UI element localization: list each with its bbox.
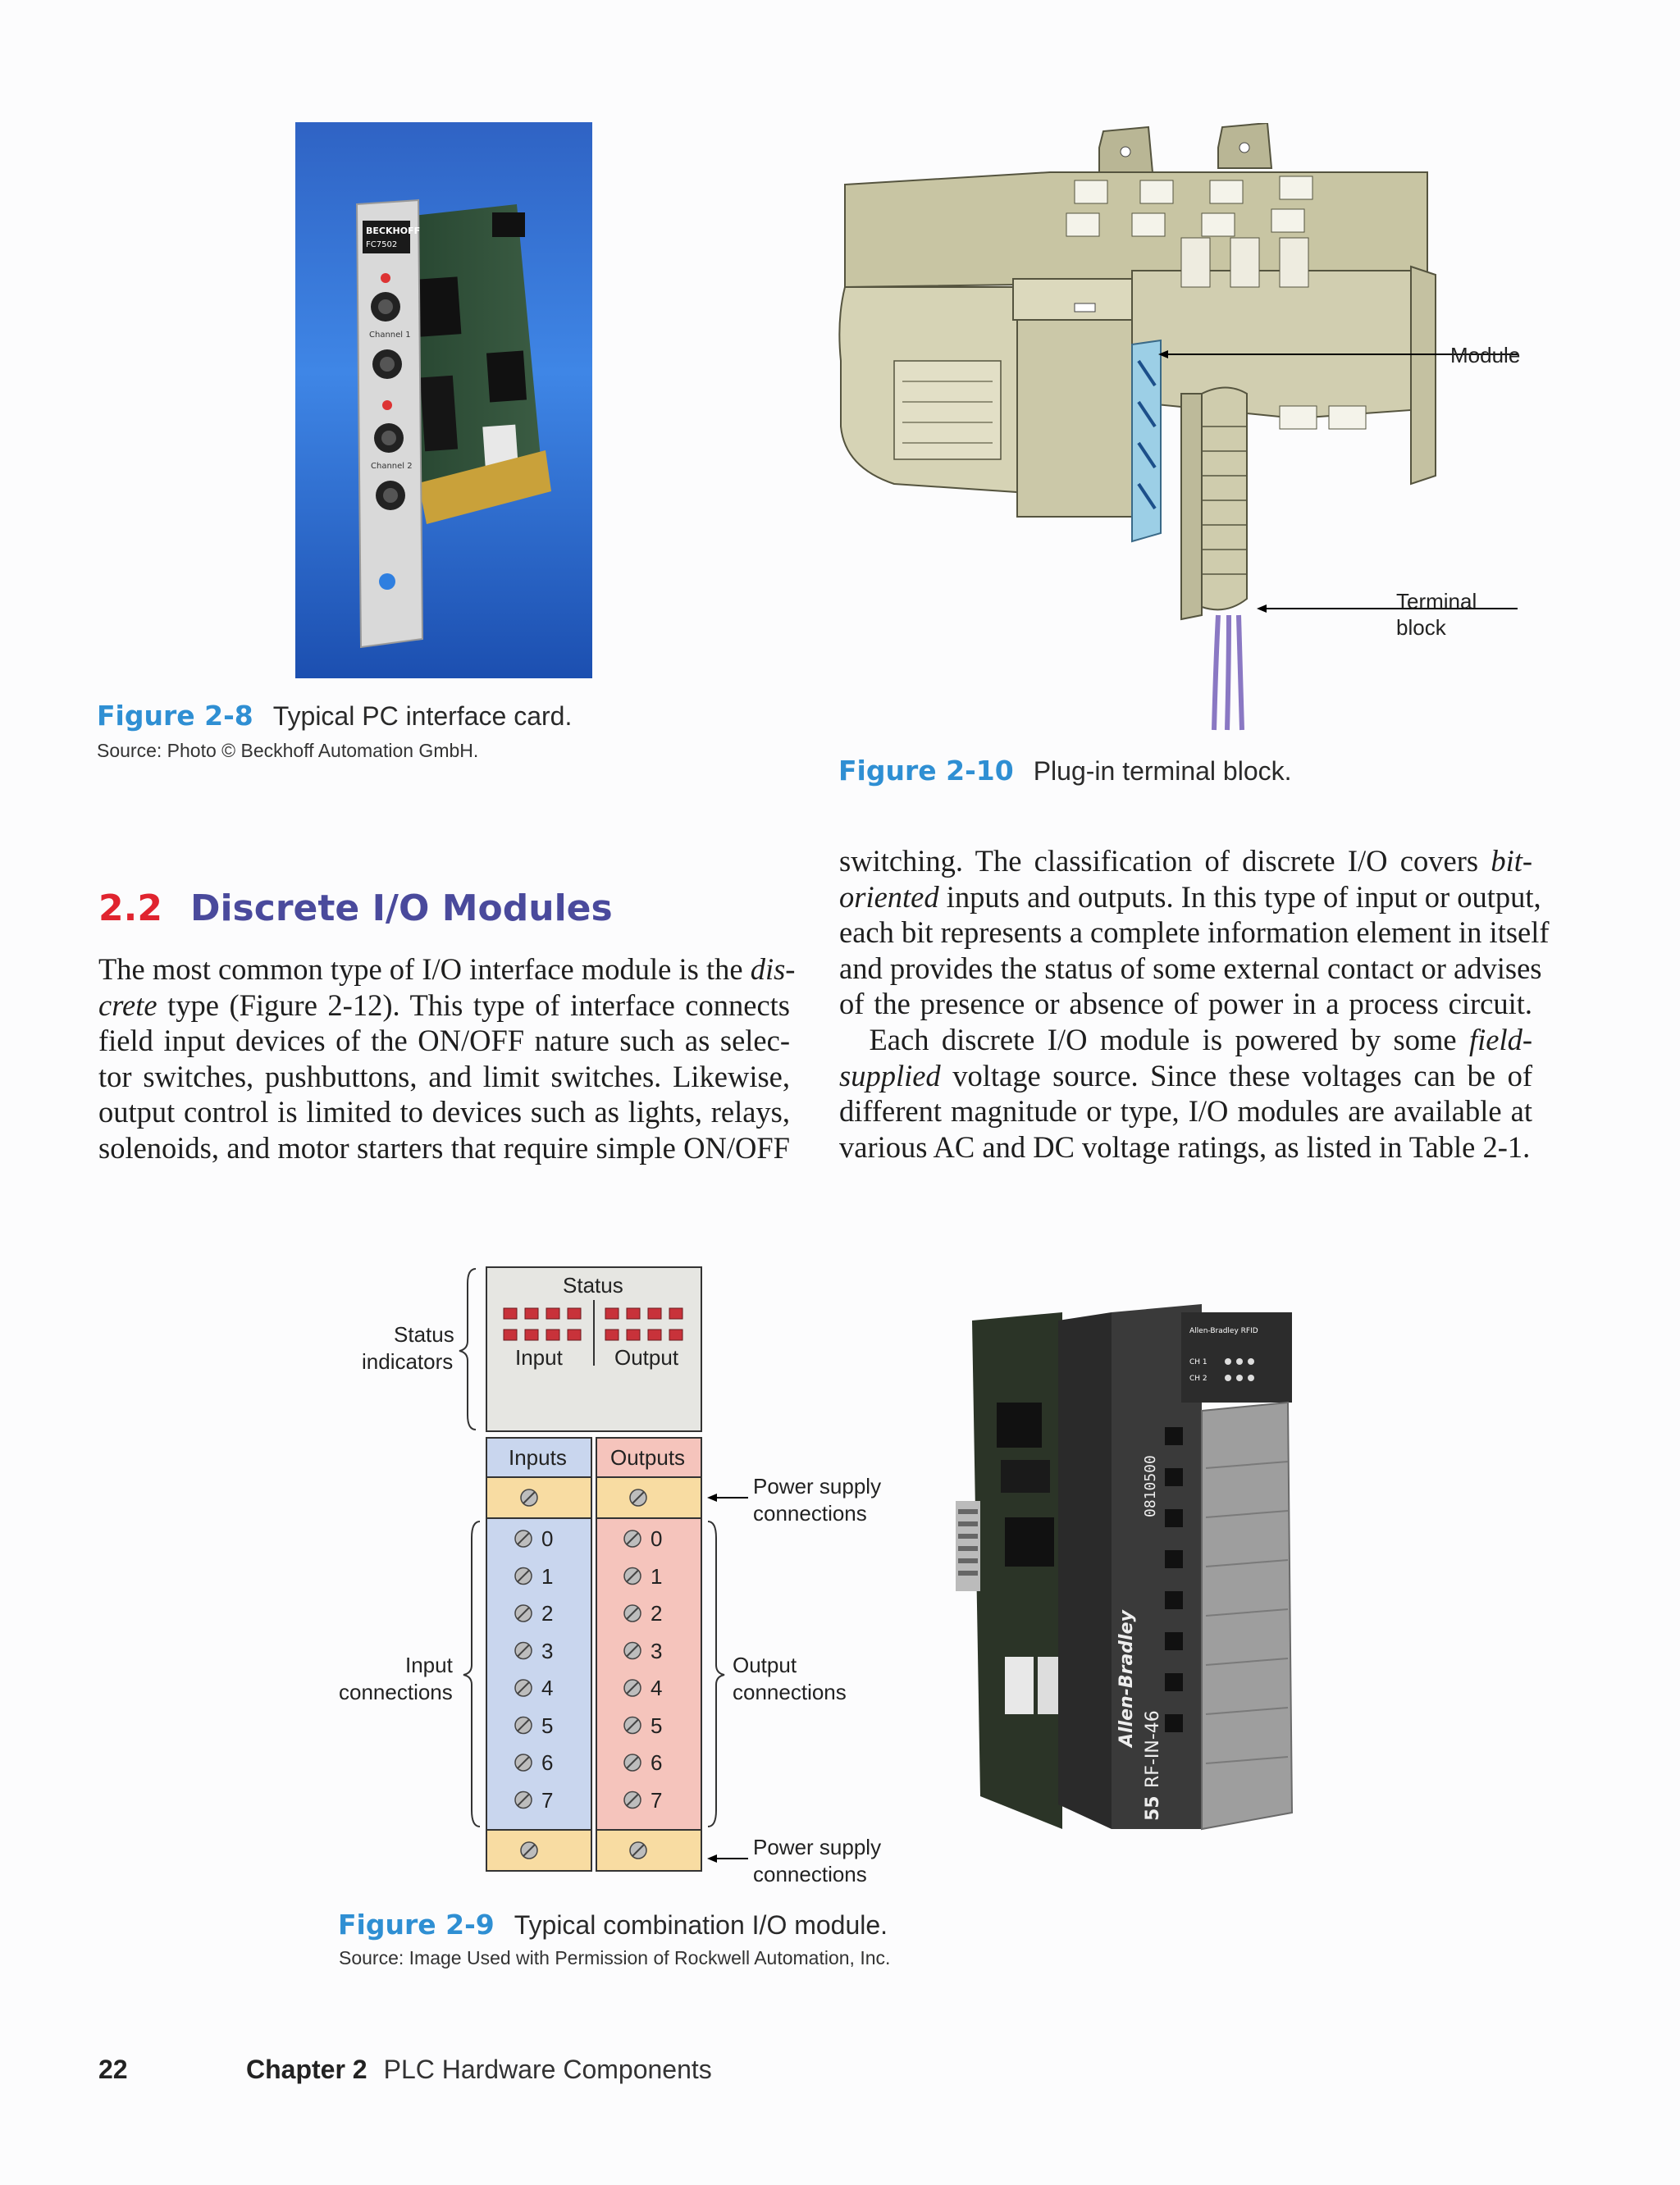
terminal-label-line2: block [1396,615,1446,640]
power-supply-top-line2: connections [753,1501,867,1526]
text-run: Each discrete I/O module is powered by some [839,1022,1469,1056]
figure-2-8-source: Source: Photo © Beckhoff Automation GmbH. [97,740,479,761]
module-number: 55 [1143,1795,1163,1821]
module-label: Module [1450,343,1521,367]
body-left-column [98,951,796,1166]
figure-number: Figure 2-8 [97,700,253,732]
output-terminal-screw [624,1530,641,1547]
input-status-led [568,1330,581,1340]
italic-term: bit- [1491,844,1532,878]
input-status-led [525,1308,538,1319]
power-supply-top-line1: Power supply [753,1474,882,1498]
output-status-led [605,1308,619,1319]
figure-2-10-caption [838,755,1292,787]
figure-caption: Typical combination I/O module. [514,1910,888,1940]
input-terminal-number: 5 [541,1713,554,1738]
text-run: field input devices of the ON/OFF nature such as selec- [98,1024,790,1058]
page-number: 22 [98,2055,128,2084]
allen-bradley-module-photo [956,1304,1308,1837]
output-terminal-screw [624,1568,641,1585]
output-terminal-screw [624,1717,641,1734]
footer-chapter [246,2055,712,2085]
status-input-label: Input [515,1345,563,1370]
chapter-title: PLC Hardware Components [383,2055,712,2084]
figure-2-9-caption [338,1909,888,1941]
card-brand: BECKHOFF [366,226,421,236]
output-terminal-number: 0 [651,1526,663,1551]
figure-number: Figure 2-10 [838,755,1014,787]
text-run: type (Figure 2-12). This type of interface connects [157,988,790,1022]
input-terminal-screw [515,1754,532,1771]
output-terminal-number: 6 [651,1750,663,1775]
input-connections-line1: Input [405,1653,453,1677]
status-title: Status [563,1273,623,1298]
output-terminal-screw [624,1605,641,1622]
module-led-ch1: CH 1 [1189,1358,1208,1366]
module-serial: 0810500 [1142,1455,1159,1517]
input-terminal-number: 4 [541,1676,554,1700]
text-run: tor switches, pushbuttons, and limit switches. Likewise, [98,1059,790,1093]
output-terminal-number: 5 [651,1713,663,1738]
input-terminal-screw [515,1717,532,1734]
text-line [839,951,1542,987]
text-line [839,986,1532,1022]
input-terminal-screw [515,1680,532,1696]
text-line [839,879,1541,915]
module-led-ch2: CH 2 [1189,1375,1208,1383]
input-terminal-screw [515,1568,532,1585]
output-terminal-screw [624,1643,641,1659]
figure-2-8-caption [97,700,572,732]
input-terminal-number: 2 [541,1601,554,1626]
section-number: 2.2 [98,887,162,929]
text-line [98,951,796,988]
terminal-label-line1: Terminal [1396,589,1477,614]
text-line [98,988,790,1024]
output-status-led [669,1330,682,1340]
text-run: and provides the status of some external contact or advises [839,951,1542,985]
text-line [839,1129,1532,1165]
italic-term: oriented [839,879,939,914]
chapter-label: Chapter 2 [246,2055,368,2084]
output-terminal-number: 1 [651,1563,663,1589]
output-status-led [669,1308,682,1319]
text-run: voltage source. Since these voltages can be of [940,1058,1532,1092]
text-line [98,1059,790,1095]
input-connections-line2: connections [339,1680,453,1704]
section-title: Discrete I/O Modules [189,887,613,929]
text-line [98,1130,790,1166]
status-output-label: Output [614,1345,679,1370]
text-line [839,843,1532,879]
input-terminal-number: 1 [541,1563,554,1589]
text-line [98,1094,790,1130]
input-status-led [504,1330,517,1340]
outputs-header: Outputs [610,1445,686,1470]
figure-2-9-source: Source: Image Used with Permission of Rockwell Automation, Inc. [339,1947,891,1968]
input-status-led [546,1308,559,1319]
power-supply-bottom-line2: connections [753,1862,867,1886]
text-line [839,1022,1532,1058]
module-brand: Allen-Bradley [1116,1610,1137,1747]
italic-term: supplied [839,1058,941,1092]
input-terminal-screw [515,1792,532,1809]
input-terminal-number: 6 [541,1750,554,1775]
inputs-header: Inputs [509,1445,567,1470]
output-terminal-number: 7 [651,1787,663,1813]
channel-1-label: Channel 1 [369,331,411,340]
italic-term: dis- [750,952,796,986]
figure-caption: Typical PC interface card. [272,701,573,731]
input-status-led [525,1330,538,1340]
module-rfid-text: Allen-Bradley RFID [1189,1327,1258,1335]
input-status-led [546,1330,559,1340]
output-status-led [648,1308,661,1319]
power-supply-bottom-line1: Power supply [753,1835,882,1859]
input-terminal-screw [515,1643,532,1659]
input-terminal-screw [515,1605,532,1622]
text-line [839,1093,1532,1129]
input-terminal-number: 3 [541,1638,554,1663]
text-run: output control is limited to devices such as lights, relays, [98,1095,790,1129]
output-terminal-screw [624,1754,641,1771]
text-run: solenoids, and motor starters that require simple ON/OFF [98,1130,790,1165]
pc-interface-card-photo [295,122,592,678]
module-model: RF-IN-46 [1143,1710,1163,1788]
input-status-led [504,1308,517,1319]
input-terminal-number: 7 [541,1787,554,1813]
status-indicators-line2: indicators [362,1349,454,1374]
channel-2-label: Channel 2 [371,462,413,471]
text-line [839,915,1550,951]
output-status-led [605,1330,619,1340]
output-connections-line1: Output [733,1653,797,1677]
input-terminal-number: 0 [541,1526,554,1551]
text-line [839,1058,1532,1094]
output-connections-line2: connections [733,1680,847,1704]
text-run: switching. The classification of discrete I/O covers [839,844,1491,878]
output-terminal-number: 4 [651,1676,663,1700]
output-terminal-screw [624,1680,641,1696]
text-run: different magnitude or type, I/O modules are available at [839,1094,1532,1129]
card-model: FC7502 [366,240,398,249]
text-run: The most common type of I/O interface module is the [98,952,751,986]
terminal-block-illustration [837,123,1521,738]
body-right-column [839,843,1550,1165]
text-run: each bit represents a complete information element in itself [839,915,1550,950]
output-terminal-number: 2 [651,1601,663,1626]
text-run: various AC and DC voltage ratings, as listed in Table 2-1. [839,1129,1531,1164]
italic-term: crete [98,988,158,1022]
input-status-led [568,1308,581,1319]
output-status-led [648,1330,661,1340]
section-heading [98,887,613,929]
output-status-led [627,1330,640,1340]
figure-caption: Plug-in terminal block. [1033,756,1292,786]
status-indicators-line1: Status [394,1322,454,1347]
output-terminal-number: 3 [651,1638,663,1663]
italic-term: field- [1468,1022,1532,1056]
text-line [98,1023,790,1059]
output-status-led [627,1308,640,1319]
text-run: of the presence or absence of power in a process circuit. [839,987,1532,1021]
text-run: inputs and outputs. In this type of input or output, [938,879,1541,914]
output-terminal-screw [624,1792,641,1809]
figure-number: Figure 2-9 [338,1909,495,1941]
input-terminal-screw [515,1530,532,1547]
